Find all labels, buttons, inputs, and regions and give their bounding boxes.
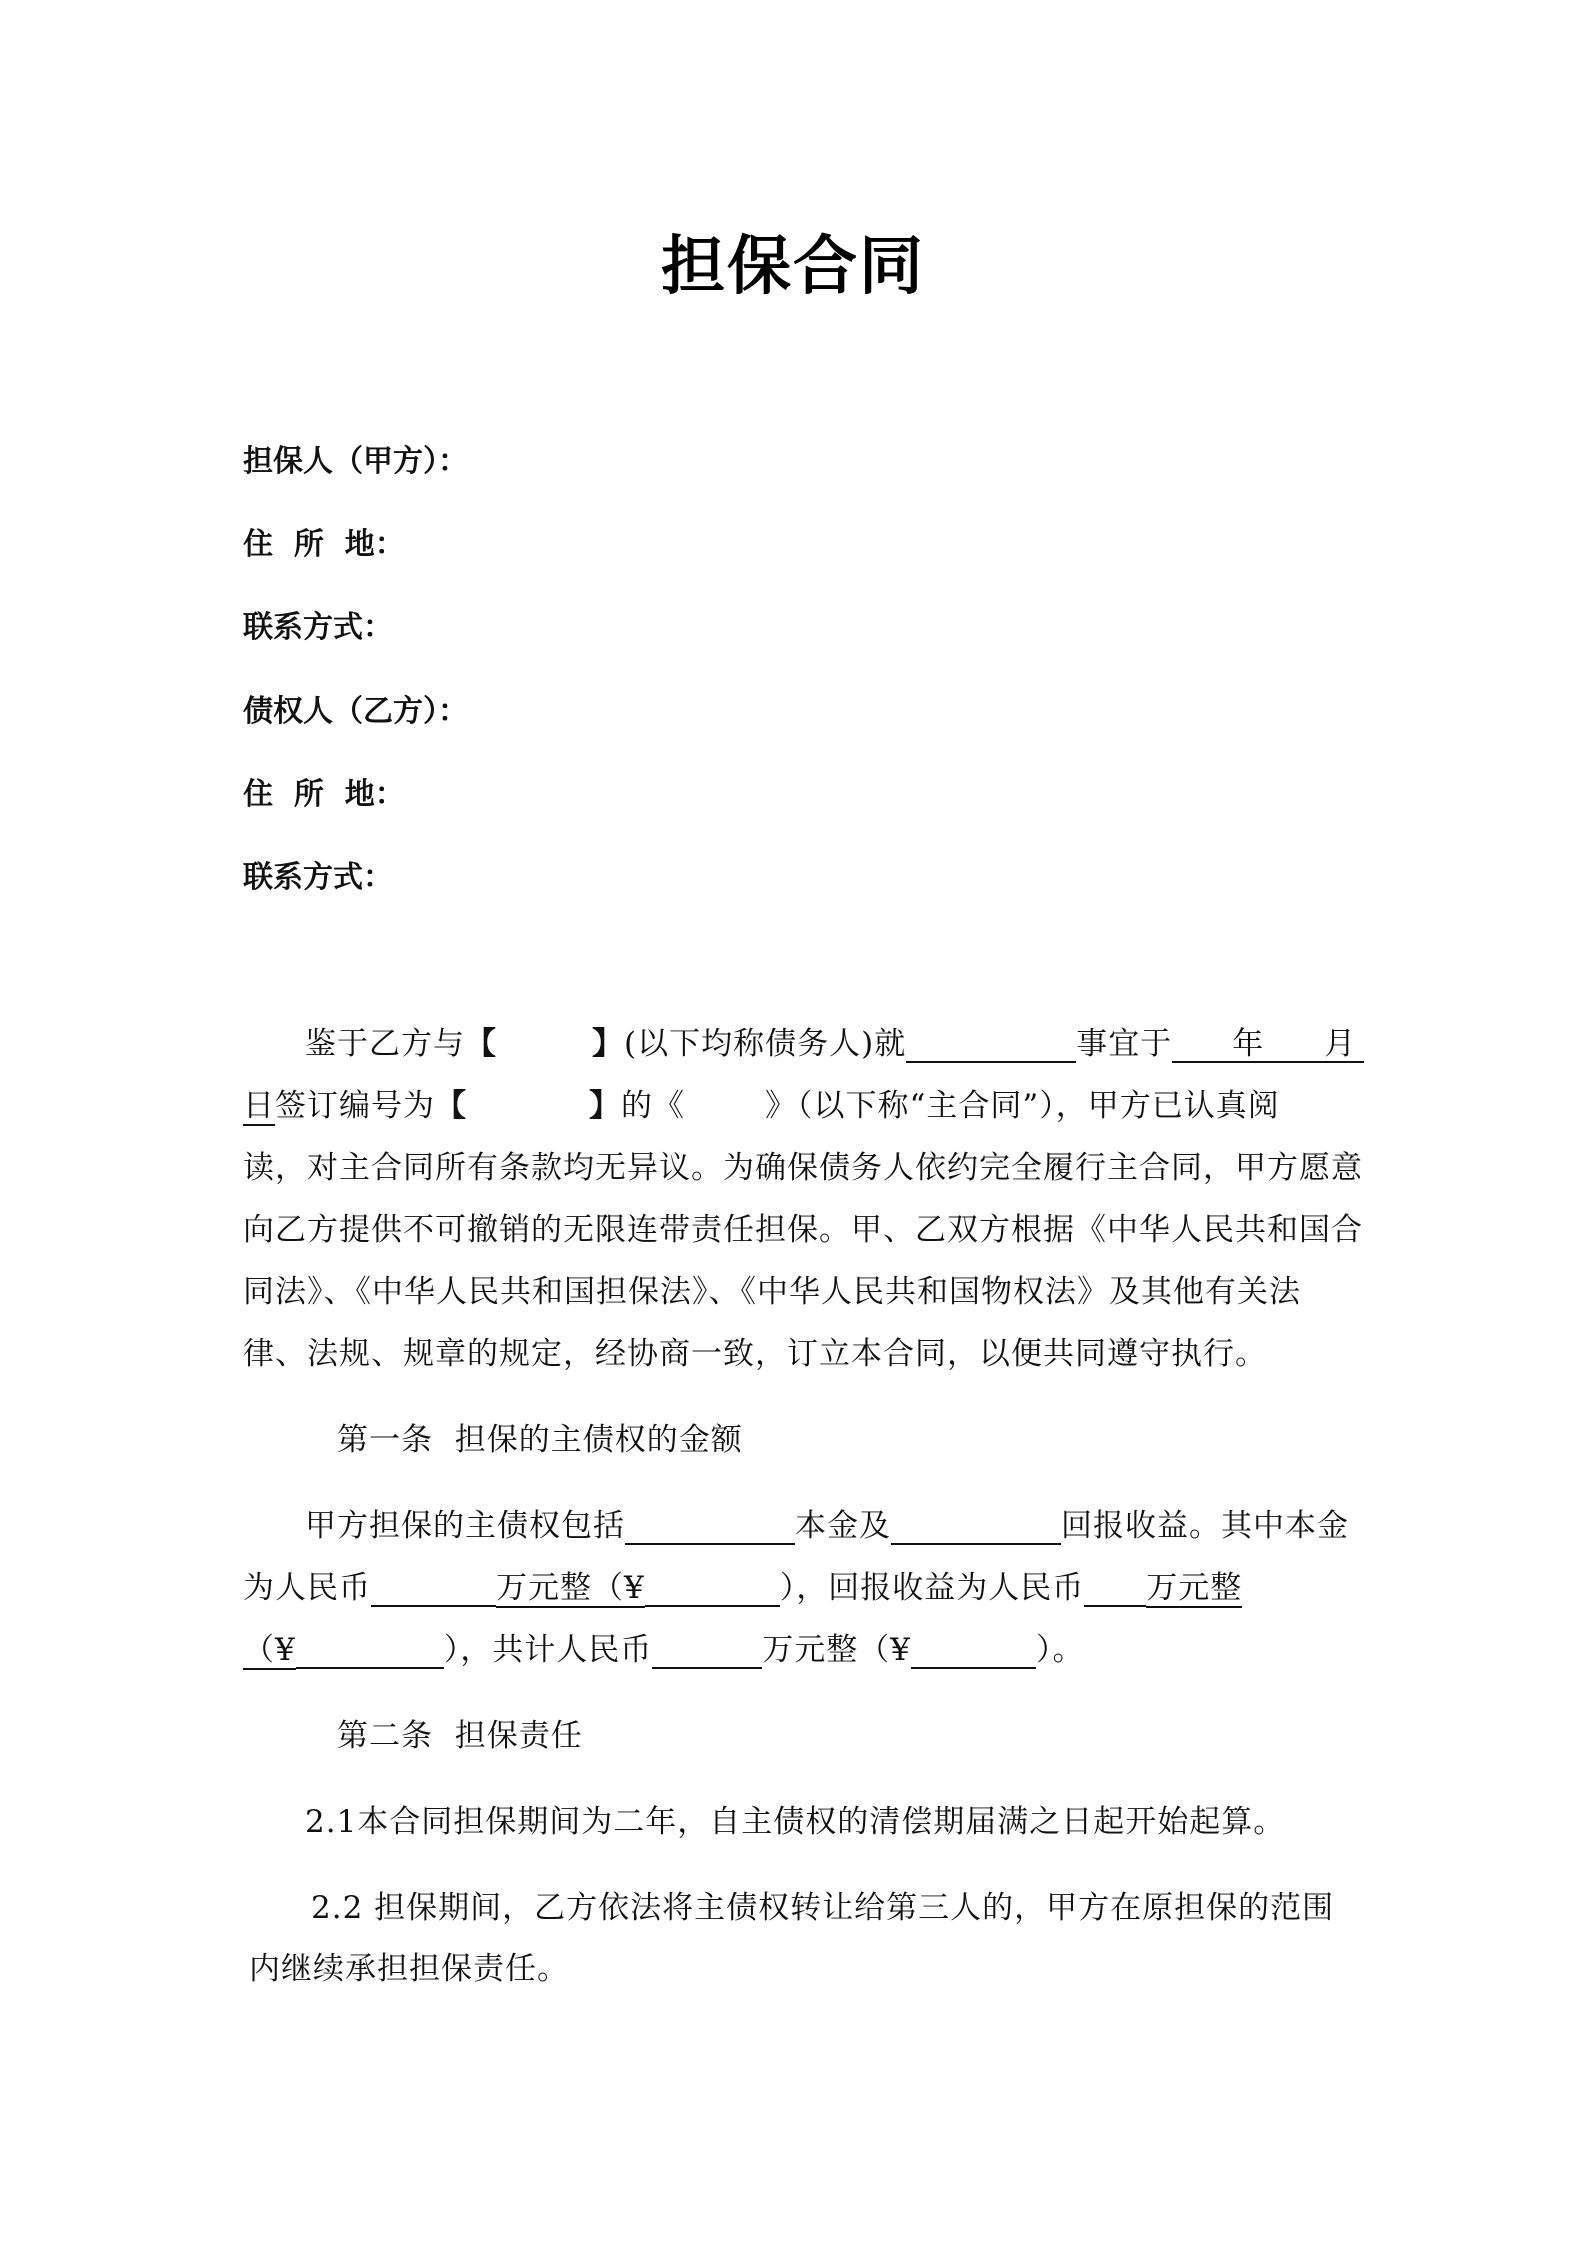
article-1-text: 回报收益。其中本金 xyxy=(1061,1508,1349,1544)
preamble-line-2 xyxy=(243,1080,1353,1125)
preamble-line-1 xyxy=(305,1018,1415,1063)
return-yen-blank[interactable] xyxy=(296,1633,444,1669)
year-label: 年 xyxy=(1232,1026,1265,1062)
bracket-close: 】 xyxy=(589,1088,621,1124)
article-1-text: 本金及 xyxy=(795,1508,891,1544)
article-1-text: 万元整 xyxy=(1146,1570,1243,1606)
article-1-text: （¥ xyxy=(243,1632,296,1668)
clause-2-2-line-1: 2.2 担保期间，乙方依法将主债权转让给第三人的，甲方在原担保的范围 xyxy=(311,1890,1335,1926)
creditor-label: 债权人（乙方）： xyxy=(243,694,468,729)
principal-amount-blank[interactable] xyxy=(371,1571,496,1607)
article-1-line-1 xyxy=(305,1500,1415,1545)
total-yen-blank[interactable] xyxy=(911,1633,1036,1669)
creditor-address-label: 住 所 地： xyxy=(243,777,405,812)
preamble-text: 》（以下称“主合同”），甲方已认真阅 xyxy=(765,1088,1280,1124)
document-title: 担保合同 xyxy=(661,230,925,304)
return-amount-blank[interactable] xyxy=(1084,1571,1146,1607)
month-label: 月 xyxy=(1324,1026,1357,1062)
article-1-text: 万元整（¥ xyxy=(762,1632,911,1668)
matter-blank[interactable] xyxy=(906,1027,1076,1063)
article-1-text: ）。 xyxy=(1035,1632,1085,1668)
guarantor-contact-label: 联系方式： xyxy=(243,610,393,645)
article-1-line-2 xyxy=(243,1562,1353,1607)
principal-yen-blank[interactable] xyxy=(645,1571,780,1607)
preamble-text: 的《 xyxy=(621,1088,685,1124)
year-blank[interactable] xyxy=(1172,1027,1284,1063)
clause-2-2-line-2: 内继续承担担保责任。 xyxy=(249,1951,569,1987)
preamble-line-3: 读，对主合同所有条款均无异议。为确保债务人依约完全履行主合同，甲方愿意 xyxy=(243,1150,1363,1186)
bracket-open: 【 xyxy=(435,1088,467,1124)
creditor-contact-label: 联系方式： xyxy=(243,860,393,895)
preamble-line-4: 向乙方提供不可撤销的无限连带责任担保。甲、乙双方根据《中华人民共和国合 xyxy=(243,1212,1363,1248)
article-1-text: ），共计人民币 xyxy=(443,1632,653,1668)
return-blank[interactable] xyxy=(891,1509,1061,1545)
clause-2-1: 2.1本合同担保期间为二年，自主债权的清偿期届满之日起开始起算。 xyxy=(305,1804,1286,1840)
preamble-line-5: 同法》、《中华人民共和国担保法》、《中华人民共和国物权法》及其他有关法 xyxy=(243,1274,1301,1310)
preamble-text: 鉴于乙方与 xyxy=(305,1026,465,1062)
preamble-text: 签订编号为 xyxy=(275,1088,435,1124)
bracket-close: 】 xyxy=(592,1026,624,1062)
bracket-open: 【 xyxy=(465,1026,497,1062)
article-1-text: ），回报收益为人民币 xyxy=(779,1570,1085,1606)
month-blank[interactable] xyxy=(1284,1027,1364,1063)
preamble-line-6: 律、法规、规章的规定，经协商一致，订立本合同，以便共同遵守执行。 xyxy=(243,1336,1267,1372)
article-1-heading: 第一条 担保的主债权的金额 xyxy=(337,1422,743,1458)
article-1-line-3 xyxy=(243,1624,1353,1669)
preamble-text: 事宜于 xyxy=(1076,1026,1173,1062)
guarantor-label: 担保人（甲方）： xyxy=(243,444,468,479)
article-2-heading: 第二条 担保责任 xyxy=(337,1718,583,1754)
article-1-text: 万元整（¥ xyxy=(496,1570,645,1606)
article-1-text: 为人民币 xyxy=(243,1570,371,1606)
day-label: 日 xyxy=(243,1088,275,1124)
article-1-text: 甲方担保的主债权包括 xyxy=(305,1508,625,1544)
preamble-text: (以下均称债务人)就 xyxy=(624,1026,907,1062)
guarantor-address-label: 住 所 地： xyxy=(243,527,405,562)
principal-blank[interactable] xyxy=(625,1509,795,1545)
total-amount-blank[interactable] xyxy=(652,1633,762,1669)
